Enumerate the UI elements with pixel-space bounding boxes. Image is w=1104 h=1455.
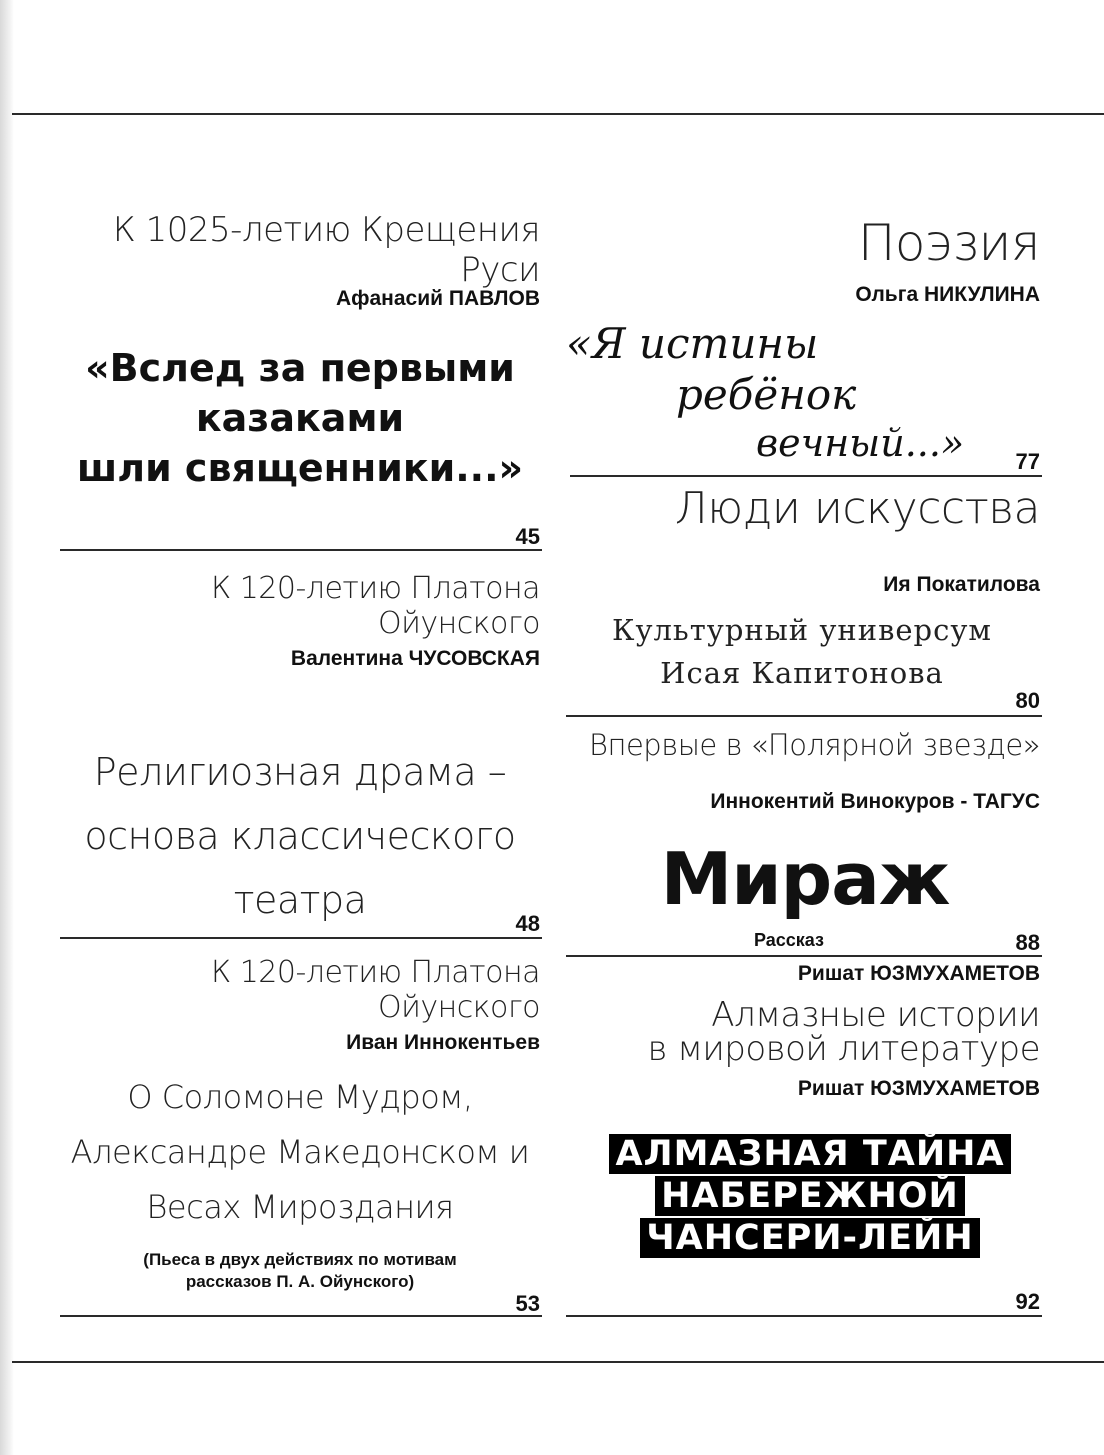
bottom-rule	[12, 1361, 1104, 1363]
block-line: НАБЕРЕЖНОЙ	[655, 1176, 965, 1216]
title-line: «Я истины	[566, 319, 819, 368]
entry-divider	[570, 475, 1042, 477]
title-line: вечный...»	[756, 421, 965, 465]
block-line-wrap	[600, 1176, 1020, 1216]
author: Ия Покатилова	[883, 573, 1040, 596]
feature-title-block	[600, 1134, 1020, 1258]
author: Иван Иннокентьев	[346, 1031, 540, 1054]
rubric: К 1025-летию Крещения Руси	[112, 210, 540, 290]
entry-divider	[60, 937, 542, 939]
block-line: ЧАНСЕРИ-ЛЕЙН	[640, 1218, 979, 1258]
block-line-wrap	[600, 1218, 1020, 1258]
page-number: 53	[515, 1291, 540, 1316]
rubric: Поэзия	[857, 214, 1040, 272]
title-line: основа классического	[84, 814, 516, 858]
title-line: шли священники...»	[76, 446, 524, 490]
author: Ольга НИКУЛИНА	[855, 283, 1040, 306]
page-number: 88	[1015, 930, 1040, 955]
title-line: «Вслед за первыми	[85, 346, 515, 390]
title-line: театра	[233, 878, 367, 922]
page-number: 45	[515, 524, 540, 549]
entry-title	[566, 995, 1040, 1069]
author: Иннокентий Винокуров - ТАГУС	[710, 790, 1040, 813]
entry-title: Мираж	[660, 837, 950, 921]
block-line-wrap	[600, 1134, 1020, 1174]
title-line: казаками	[195, 396, 405, 440]
author: Афанасий ПАВЛОВ	[335, 287, 540, 310]
entry-divider	[60, 549, 542, 551]
entry-divider	[566, 715, 1042, 717]
title-line: Александре Македонском и	[70, 1133, 530, 1171]
rubric: К 120-летию Платона Ойунского	[210, 955, 540, 1025]
genre-label: Рассказ	[754, 930, 824, 950]
entry-title	[60, 740, 540, 932]
page-number: 48	[515, 911, 540, 936]
entry-divider	[566, 1315, 1042, 1317]
entry-title	[572, 609, 1032, 695]
author: Ришат ЮЗМУХАМЕТОВ	[797, 1077, 1040, 1100]
page-number: 92	[1015, 1289, 1040, 1314]
rubric: Впервые в «Полярной звезде»	[589, 728, 1040, 762]
title-line: Исая Капитонова	[660, 656, 944, 690]
note-line: (Пьеса в двух действиях по мотивам	[143, 1250, 457, 1269]
title-line: в мировой литературе	[647, 1029, 1040, 1069]
block-line: АЛМАЗНАЯ ТАЙНА	[609, 1134, 1010, 1174]
entry-divider	[60, 1315, 542, 1317]
title-line: Весах Мироздания	[146, 1188, 454, 1226]
rubric: К 120-летию Платона Ойунского	[210, 571, 540, 641]
entry-note	[60, 1249, 540, 1293]
author: Ришат ЮЗМУХАМЕТОВ	[797, 962, 1040, 985]
author: Валентина ЧУСОВСКАЯ	[290, 647, 540, 670]
page-number: 80	[1015, 688, 1040, 713]
title-line: Культурный универсум	[612, 613, 992, 647]
entry-title	[60, 343, 540, 493]
title-line: ребёнок	[676, 370, 857, 419]
title-line: О Соломоне Мудром,	[127, 1078, 473, 1116]
entry-divider	[566, 955, 1042, 957]
top-rule	[12, 113, 1104, 115]
note-line: рассказов П. А. Ойунского)	[185, 1272, 415, 1291]
title-line: Религиозная драма –	[93, 750, 507, 794]
entry-title	[60, 1070, 540, 1235]
page-number: 77	[1015, 449, 1040, 474]
title-line: Алмазные истории	[711, 995, 1040, 1035]
rubric: Люди искусства	[674, 483, 1040, 534]
page-edge	[0, 0, 14, 1455]
